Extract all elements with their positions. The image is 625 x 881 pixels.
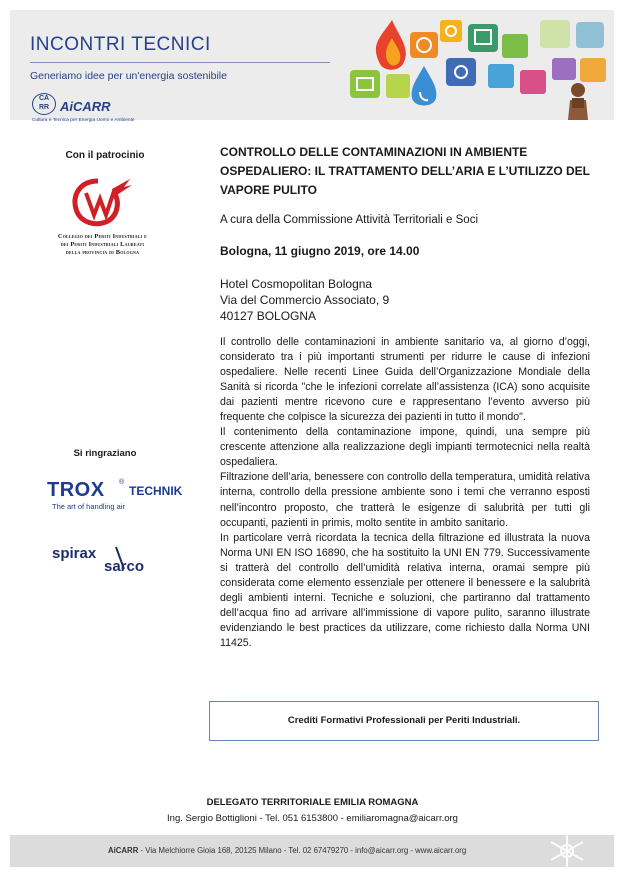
description-paragraph: Il controllo delle contaminazioni in ambiente sanitario va, al giorno d’oggi, considerato tra i più importanti strumenti per ridurre le cause di infezioni ospedaliere. Nelle recenti Linee Guida dell’Organizzazione Mondiale della Sanità si ricorda "che le infezioni correlate all’assistenza (ICA) sono acquisite dai pazienti mentre ricevono cure e rappresentano l’evento avverso più frequente che colpisce la sicurezza dei pazienti in tutto il mondo". xyxy=(220,336,590,424)
energy-illustration-icon xyxy=(340,14,614,120)
delegate-contact: Ing. Sergio Bottiglioni - Tel. 051 6153800 - emiliaromagna@aicarr.org xyxy=(167,813,458,824)
description-paragraph: Il contenimento della contaminazione impone, quindi, una sempre più crescente attenzione alla realizzazione degli impianti termotecnici nella realtà ospedaliera. xyxy=(220,426,590,469)
aicarr-emblem-icon: CA RR xyxy=(32,93,56,115)
footer-brand: AiCARR xyxy=(108,846,139,855)
aicarr-logo-caption: Cultura e Tecnica per Energia Uomo e Ambiente xyxy=(32,118,135,123)
spirax-logo-bottom: sarco xyxy=(104,558,145,575)
spirax-logo-top: spirax xyxy=(52,545,97,562)
credits-text: Crediti Formativi Professionali per Periti Industriali. xyxy=(287,715,521,726)
footer-contacts: - Via Melchiorre Gioia 168, 20125 Milano - Tel. 02 67479270 - info@aicarr.org - www.aicarr.org xyxy=(138,846,467,855)
event-description xyxy=(220,335,590,651)
trox-registered-mark: ® xyxy=(119,479,125,486)
header-divider xyxy=(30,62,330,63)
collegio-line: della provincia di Bologna xyxy=(65,249,140,256)
trox-technik-label: TECHNIK xyxy=(129,484,183,498)
footer-bar xyxy=(10,835,614,867)
event-street: Via del Commercio Associato, 9 xyxy=(220,293,390,307)
thanks-label: Si ringraziano xyxy=(73,448,137,459)
header-banner xyxy=(10,10,614,123)
trox-tagline: The art of handling air xyxy=(52,502,125,511)
event-city: 40127 BOLOGNA xyxy=(220,309,317,323)
collegio-line: dei Periti Industriali Laureati xyxy=(60,241,145,248)
event-address xyxy=(220,260,389,324)
delegate-title: DELEGATO TERRITORIALE EMILIA ROMAGNA xyxy=(206,797,419,808)
footer-snowflake-icon xyxy=(544,829,590,873)
event-venue: Hotel Cosmopolitan Bologna xyxy=(220,277,373,291)
footer-text xyxy=(108,846,466,855)
patronage-label: Con il patrocinio xyxy=(65,150,145,161)
description-paragraph: In particolare verrà ricordata la tecnica della filtrazione ed illustrata la nuova Norma UNI EN ISO 16890, che ha sostituito la UNI EN 779. Successivamente si tratterà del controllo dell’umidità relativa interna, oramai sempre più considerata come elemento essenziale per ottenere il benessere e la salubrità degli ambienti interni. Tecniche e soluzioni, che partiranno dal trattamento dell’acqua fino ad arrivare all’immissione di vapore pulito, saranno illustrate evidenziando le best practices da utilizzare, come richiesto dalla Norma UNI 11425. xyxy=(220,531,590,649)
event-organizer: A cura della Commissione Attività Territoriali e Soci xyxy=(220,214,479,226)
collegio-name xyxy=(20,233,185,257)
credits-box xyxy=(209,701,599,741)
collegio-periti-logo-icon xyxy=(68,175,134,230)
description-paragraph: Filtrazione dell’aria, benessere con controllo della temperatura, umidità relativa interna, controllo della pressione ambiente sono i temi che verranno esposti nell’incontro proposto, che tratterà le esigenze di salubrità per tutti gli occupanti, pazienti in primis, molto sentite in ambito sanitario. xyxy=(220,471,590,529)
header-subtitle: Generiamo idee per un'energia sostenibile xyxy=(30,70,227,82)
event-date-time: Bologna, 11 giugno 2019, ore 14.00 xyxy=(220,244,420,258)
trox-logo: TROX xyxy=(47,479,105,501)
spirax-sarco-logo xyxy=(50,543,180,575)
collegio-line: Collegio dei Periti Industriali e xyxy=(57,233,148,240)
header-title: INCONTRI TECNICI xyxy=(30,34,211,55)
aicarr-logo: AiCARR xyxy=(60,99,111,114)
event-title: CONTROLLO DELLE CONTAMINAZIONI IN AMBIENTE OSPEDALIERO: IL TRATTAMENTO DELL’ARIA E L’UTILIZZO DEL VAPORE PULITO xyxy=(220,145,590,197)
